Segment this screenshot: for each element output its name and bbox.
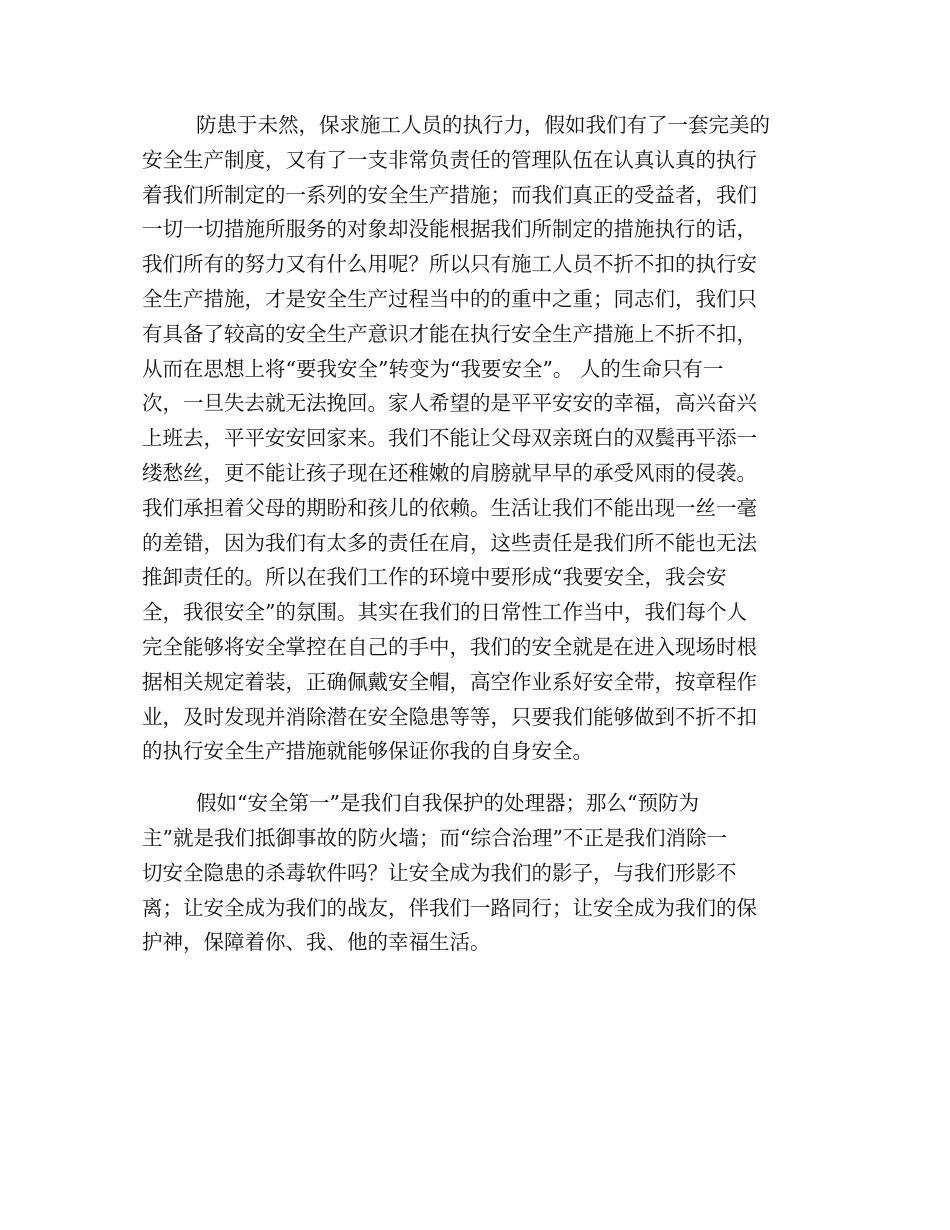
text-line: 全生产措施，才是安全生产过程当中的的重中之重；同志们，我们只 — [142, 286, 757, 311]
paragraph-2 — [142, 786, 807, 960]
text-line: 护神，保障着你、我、他的幸福生活。 — [142, 930, 491, 955]
text-line: 的差错，因为我们有太多的责任在肩，这些责任是我们所不能也无法 — [142, 530, 757, 555]
text-line: 安全生产制度，又有了一支非常负责任的管理队伍在认真认真的执行 — [142, 147, 757, 172]
text-line: 一切一切措施所服务的对象却没能根据我们所制定的措施执行的话， — [142, 217, 757, 242]
text-line: 推卸责任的。所以在我们工作的环境中要形成“我要安全，我会安 — [142, 565, 727, 590]
text-line: 我们承担着父母的期盼和孩儿的依赖。生活让我们不能出现一丝一毫 — [142, 495, 757, 520]
text-line: 着我们所制定的一系列的安全生产措施；而我们真正的受益者，我们 — [142, 182, 757, 207]
text-line: 完全能够将安全掌控在自己的手中，我们的安全就是在进入现场时根 — [142, 634, 757, 659]
text-line: 全，我很安全”的氛围。其实在我们的日常性工作当中，我们每个人 — [142, 600, 747, 625]
text-line: 业，及时发现并消除潜在安全隐患等等，只要我们能够做到不折不扣 — [142, 704, 757, 729]
text-line: 切安全隐患的杀毒软件吗？让安全成为我们的影子，与我们形影不 — [142, 860, 737, 885]
text-line: 主”就是我们抵御事故的防火墙；而“综合治理”不正是我们消除一 — [142, 825, 727, 850]
text-line: 防患于未然，保求施工人员的执行力，假如我们有了一套完美的 — [196, 113, 770, 137]
text-line: 次，一旦失去就无法挽回。家人希望的是平平安安的幸福，高兴奋兴 — [142, 391, 757, 416]
text-line: 假如“安全第一”是我们自我保护的处理器；那么“预防为 — [196, 791, 699, 816]
text-line: 缕愁丝，更不能让孩子现在还稚嫩的肩膀就早早的承受风雨的侵袭。 — [142, 460, 757, 485]
paragraph-1 — [142, 108, 807, 769]
document-body — [142, 108, 807, 960]
text-line: 从而在思想上将“要我安全”转变为“我要安全”。 人的生命只有一 — [142, 356, 724, 381]
text-line: 据相关规定着装，正确佩戴安全帽，高空作业系好安全带，按章程作 — [142, 669, 757, 694]
text-line: 有具备了较高的安全生产意识才能在执行安全生产措施上不折不扣， — [142, 321, 757, 346]
text-line: 上班去，平平安安回家来。我们不能让父母双亲斑白的双鬓再平添一 — [142, 426, 757, 451]
text-line: 的执行安全生产措施就能够保证你我的自身安全。 — [142, 739, 593, 764]
text-line: 我们所有的努力又有什么用呢？所以只有施工人员不折不扣的执行安 — [142, 252, 757, 277]
text-line: 离；让安全成为我们的战友，伴我们一路同行；让安全成为我们的保 — [142, 895, 757, 920]
